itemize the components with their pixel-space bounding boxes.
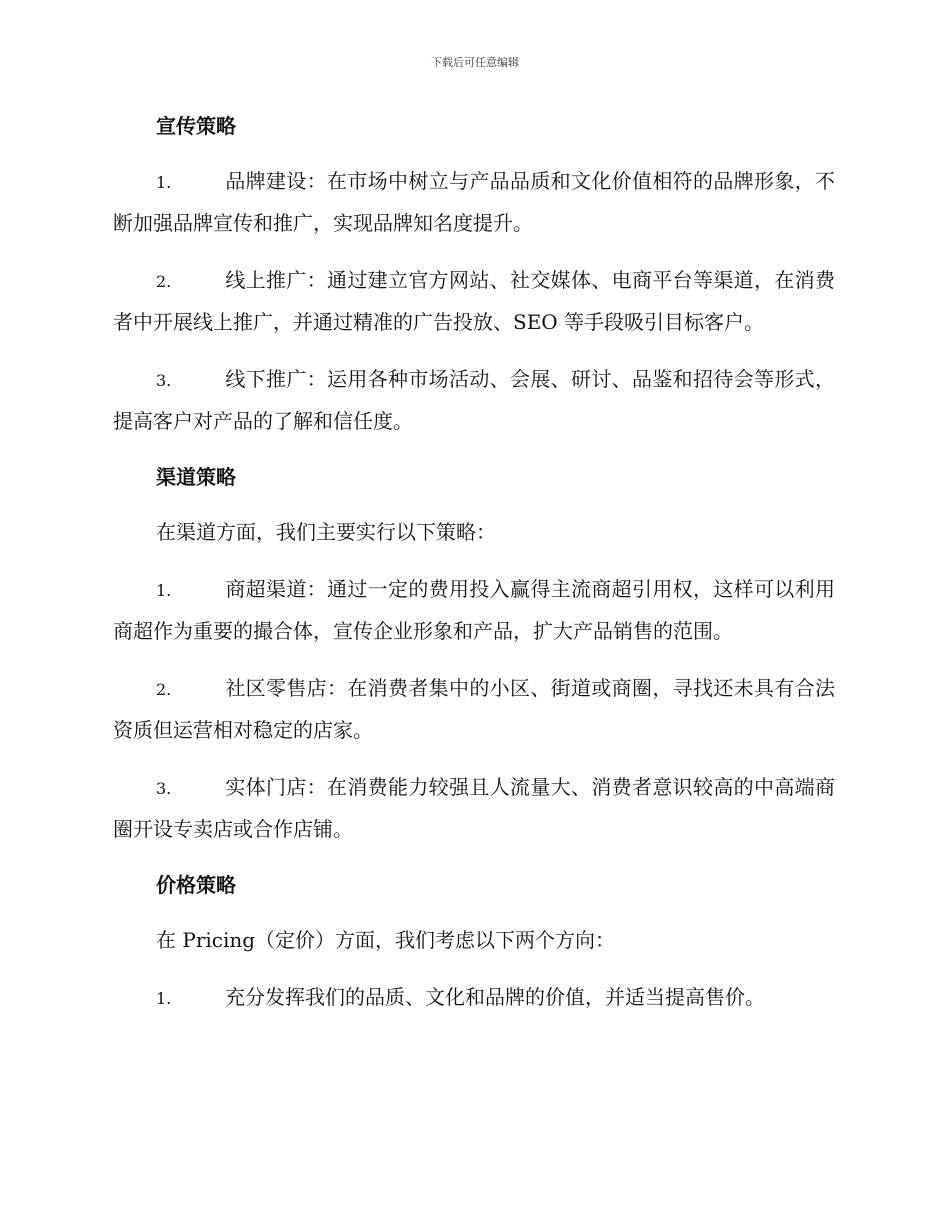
list-item: [113, 161, 835, 244]
section-title-channel: 渠道策略: [156, 465, 236, 489]
list-text: 商超渠道：通过一定的费用投入赢得主流商超引用权，这样可以利用商超作为重要的撮合体，宣传企业形象和产品，扩大产品销售的范围。: [113, 577, 835, 643]
document-body: [113, 106, 835, 1019]
section-intro: 在 Pricing（定价）方面，我们考虑以下两个方向：: [156, 928, 616, 952]
list-text: 品牌建设：在市场中树立与产品品质和文化价值相符的品牌形象，不断加强品牌宣传和推广，实现品牌知名度提升。: [113, 169, 835, 235]
section-title-pricing: 价格策略: [156, 873, 236, 897]
list-number: 1.: [156, 581, 172, 600]
list-item: [113, 569, 835, 652]
list-item: [113, 359, 835, 442]
section-title-promotion: 宣传策略: [156, 114, 236, 138]
list-number: 2.: [156, 680, 172, 699]
list-item: [113, 767, 835, 850]
list-number: 1.: [156, 989, 172, 1008]
list-item: [113, 668, 835, 751]
list-number: 3.: [156, 779, 172, 798]
list-text: 线上推广：通过建立官方网站、社交媒体、电商平台等渠道，在消费者中开展线上推广，并通过精准的广告投放、SEO 等手段吸引目标客户。: [113, 268, 835, 334]
list-text: 实体门店：在消费能力较强且人流量大、消费者意识较高的中高端商圈开设专卖店或合作店铺。: [113, 775, 835, 841]
section-intro: 在渠道方面，我们主要实行以下策略：: [156, 520, 496, 544]
list-number: 1.: [156, 173, 172, 192]
list-number: 2.: [156, 272, 172, 291]
list-item: [113, 977, 835, 1019]
page-header: 下载后可任意编辑: [431, 56, 519, 69]
list-item: [113, 260, 835, 343]
list-text: 社区零售店：在消费者集中的小区、街道或商圈，寻找还未具有合法资质但运营相对稳定的店家。: [113, 676, 835, 742]
list-number: 3.: [156, 371, 172, 390]
list-text: 充分发挥我们的品质、文化和品牌的价值，并适当提高售价。: [225, 985, 765, 1009]
list-text: 线下推广：运用各种市场活动、会展、研讨、品鉴和招待会等形式，提高客户对产品的了解和信任度。: [113, 367, 835, 433]
